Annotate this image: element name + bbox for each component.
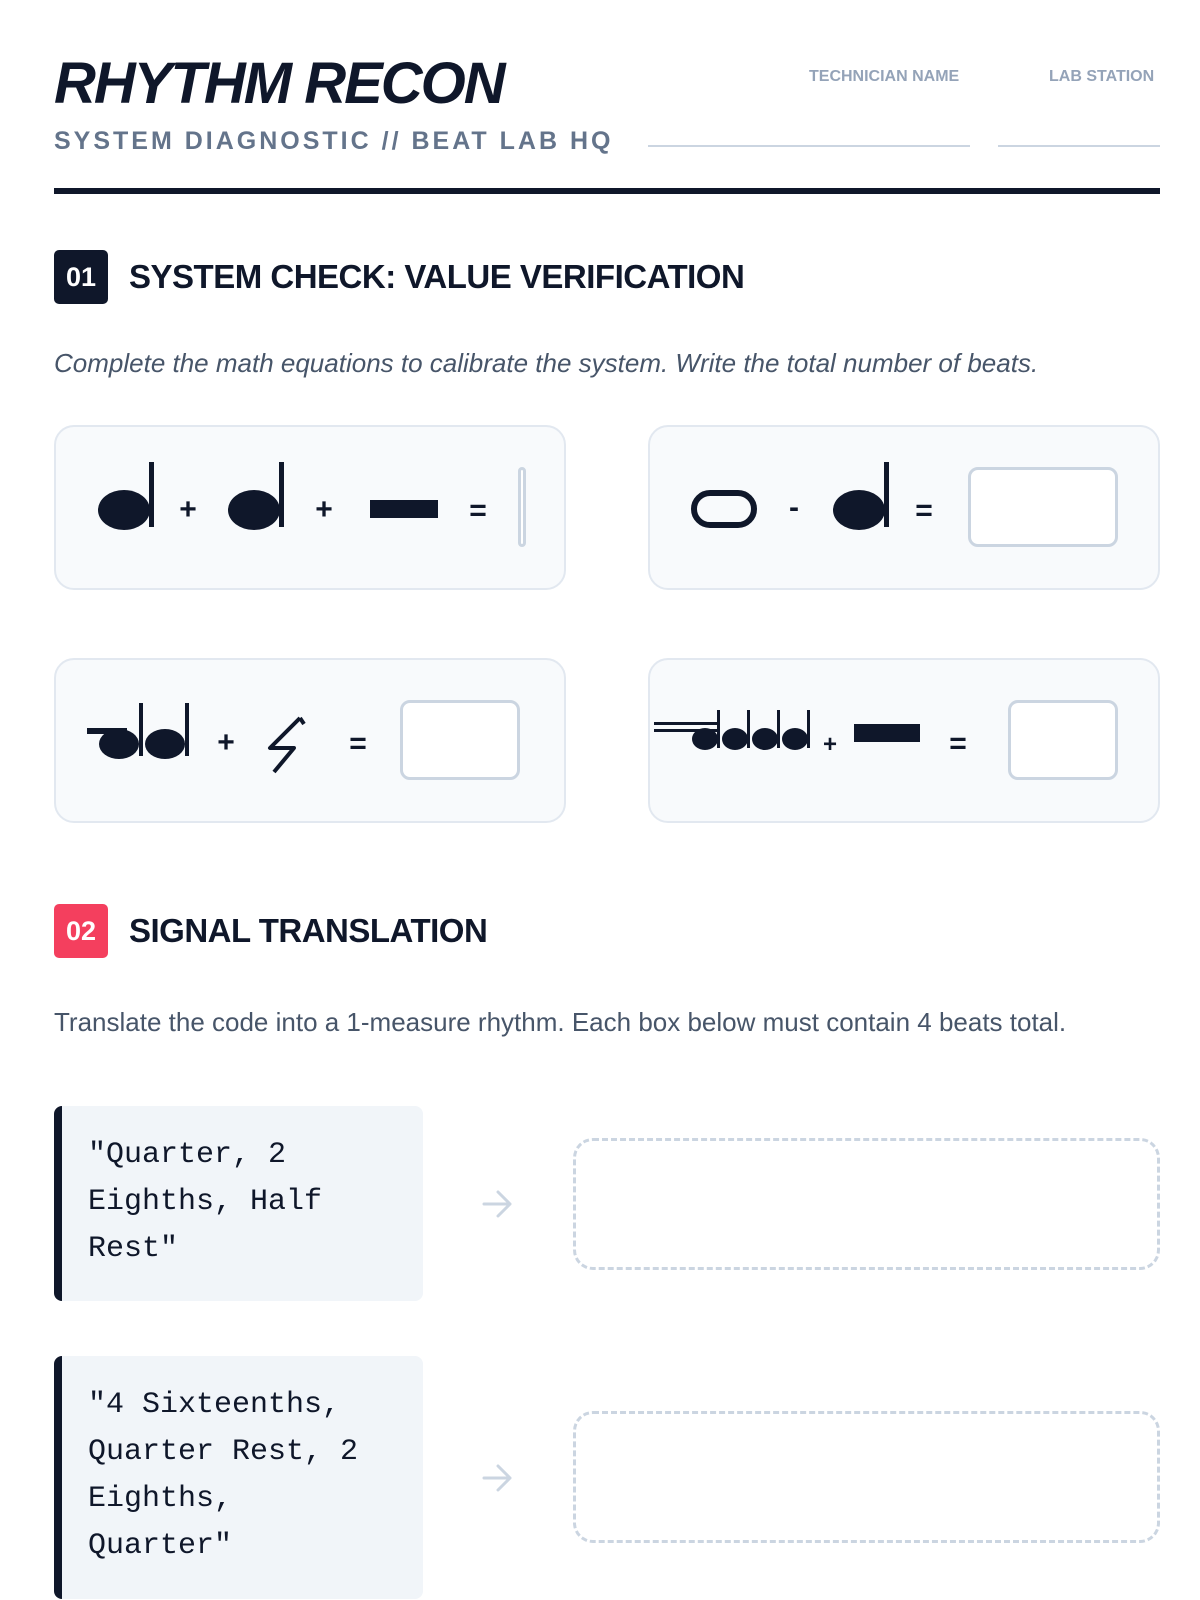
arrow-right-icon	[480, 1460, 516, 1496]
eighth-note-pair-icon	[87, 703, 189, 759]
answer-box-1[interactable]	[518, 467, 526, 547]
code-line: Eighths,	[88, 1482, 233, 1516]
header-divider	[54, 188, 1160, 194]
quarter-rest-icon	[270, 718, 304, 772]
equals-operator: =	[469, 494, 487, 527]
section-2-header	[54, 904, 487, 958]
lab-station-label: LAB STATION	[1049, 68, 1155, 85]
code-block-2	[54, 1356, 423, 1599]
arrow-right-icon	[480, 1186, 516, 1222]
plus-operator: +	[179, 493, 197, 526]
worksheet-title: RHYTHM RECON	[54, 51, 504, 116]
code-line: "Quarter, 2	[88, 1138, 287, 1172]
section-1-badge: 01	[54, 250, 108, 304]
equation-card-2	[648, 425, 1160, 590]
rhythm-drop-zone-1[interactable]	[573, 1138, 1160, 1270]
quarter-note-icon	[98, 462, 154, 530]
section-2-badge: 02	[54, 904, 108, 958]
section-2-instruction: Translate the code into a 1-measure rhythm. Each box below must contain 4 beats total.	[54, 1007, 1067, 1037]
rhythm-drop-zone-2[interactable]	[573, 1411, 1160, 1543]
equation-card-3	[54, 658, 566, 823]
technician-name-field[interactable]	[648, 145, 970, 147]
equals-operator: =	[915, 494, 933, 527]
section-2-title: SIGNAL TRANSLATION	[129, 912, 488, 949]
code-line: Quarter"	[88, 1529, 233, 1563]
plus-operator: +	[822, 731, 838, 758]
quarter-note-icon	[228, 462, 284, 530]
code-line: "4 Sixteenths,	[88, 1388, 341, 1422]
whole-rest-icon	[370, 500, 438, 518]
section-1-title: SYSTEM CHECK: VALUE VERIFICATION	[129, 258, 745, 295]
code-block-1	[54, 1106, 423, 1301]
worksheet-header	[54, 52, 1160, 197]
sixteenth-note-group-icon	[654, 710, 810, 750]
plus-operator: +	[315, 493, 333, 526]
quarter-note-icon	[833, 462, 889, 530]
lab-station-field[interactable]	[998, 145, 1160, 147]
whole-note-icon	[694, 493, 754, 525]
answer-box-4[interactable]	[1008, 700, 1118, 780]
worksheet-subtitle: SYSTEM DIAGNOSTIC // BEAT LAB HQ	[54, 127, 614, 155]
code-line: Quarter Rest, 2	[88, 1435, 359, 1469]
equation-card-1	[54, 425, 566, 590]
plus-operator: +	[217, 726, 235, 759]
answer-box-2[interactable]	[968, 467, 1118, 547]
worksheet-page	[54, 0, 1160, 1600]
equals-operator: =	[349, 727, 367, 760]
code-line: Rest"	[88, 1232, 179, 1266]
code-line: Eighths, Half	[88, 1185, 323, 1219]
minus-operator: -	[789, 491, 799, 524]
equals-operator: =	[949, 727, 967, 760]
equation-card-4	[648, 658, 1160, 823]
section-1-instruction: Complete the math equations to calibrate the system. Write the total number of beats.	[54, 348, 1039, 378]
answer-box-3[interactable]	[400, 700, 520, 780]
equation-1-notation	[56, 427, 568, 592]
section-1-header	[54, 250, 744, 304]
technician-name-label: TECHNICIAN NAME	[809, 68, 960, 85]
whole-rest-icon	[854, 724, 920, 742]
